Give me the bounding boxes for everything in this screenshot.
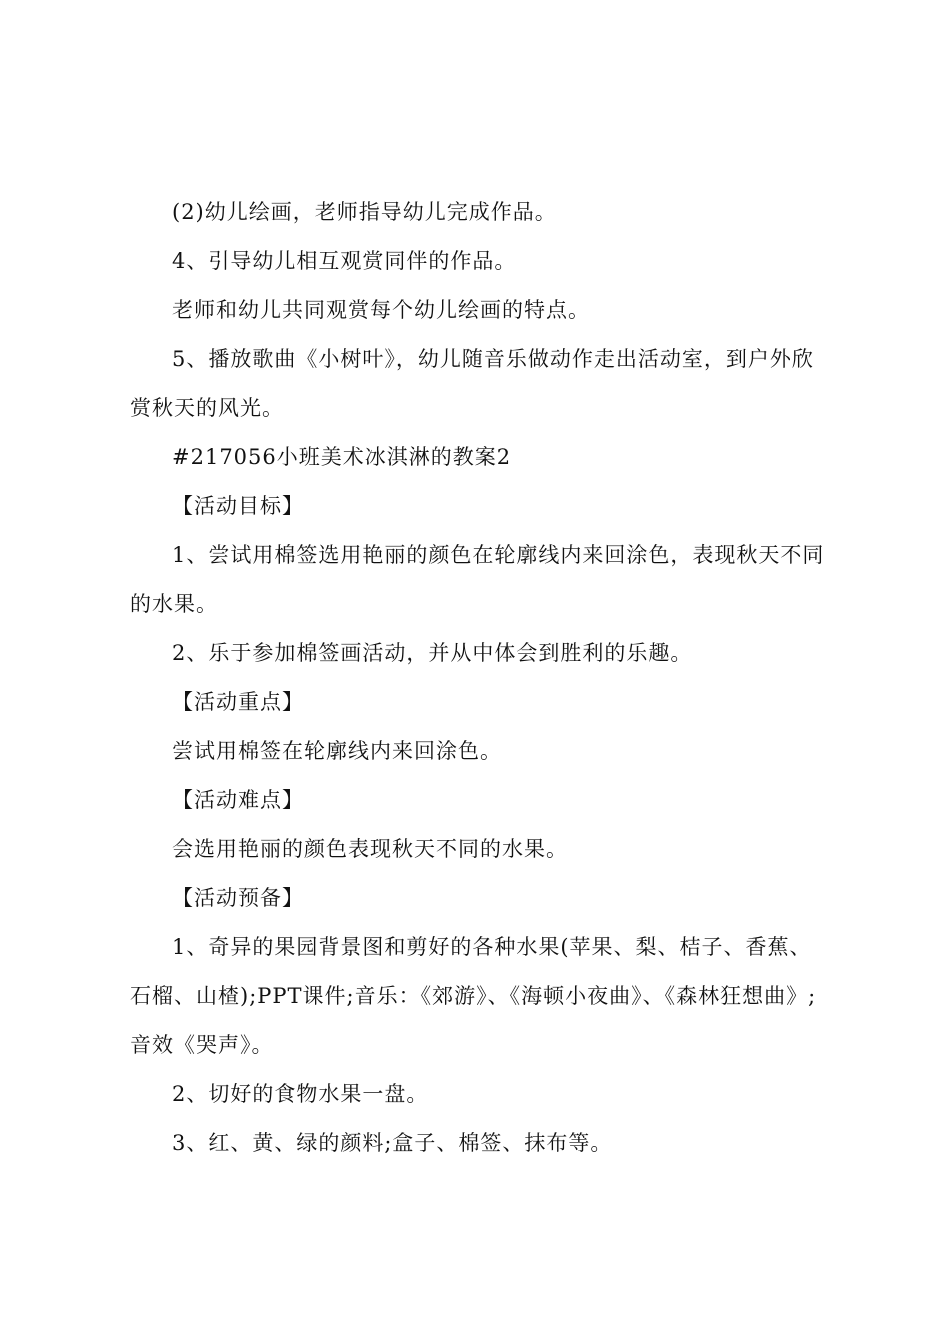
paragraph-appreciate: 老师和幼儿共同观赏每个幼儿绘画的特点。 xyxy=(172,298,590,322)
heading-activity-focus: 【活动重点】 xyxy=(172,690,304,714)
goal-1: 1、尝试用棉签选用艳丽的颜色在轮廓线内来回涂色，表现秋天不同的水果。 xyxy=(130,543,825,616)
section-title: #217056小班美术冰淇淋的教案2 xyxy=(172,445,512,469)
goal-2: 2、乐于参加棉签画活动，并从中体会到胜利的乐趣。 xyxy=(172,641,693,665)
difficulty-text: 会选用艳丽的颜色表现秋天不同的水果。 xyxy=(172,837,568,861)
paragraph-drawing-guidance: (2)幼儿绘画，老师指导幼儿完成作品。 xyxy=(172,200,557,224)
paragraph-step-4: 4、引导幼儿相互观赏同伴的作品。 xyxy=(172,249,517,273)
focus-text: 尝试用棉签在轮廓线内来回涂色。 xyxy=(172,739,502,763)
heading-activity-difficulty: 【活动难点】 xyxy=(172,788,304,812)
heading-activity-goals: 【活动目标】 xyxy=(172,494,304,518)
preparation-1: 1、奇异的果园背景图和剪好的各种水果(苹果、梨、桔子、香蕉、石榴、山楂);PPT课件;音乐：《郊游》、《海顿小夜曲》、《森林狂想曲》;音效《哭声》。 xyxy=(130,935,817,1057)
preparation-2: 2、切好的食物水果一盘。 xyxy=(172,1082,429,1106)
paragraph-step-5: 5、播放歌曲《小树叶》，幼儿随音乐做动作走出活动室，到户外欣赏秋天的风光。 xyxy=(130,347,814,420)
heading-activity-preparation: 【活动预备】 xyxy=(172,886,304,910)
document-body xyxy=(130,188,832,1168)
preparation-3: 3、红、黄、绿的颜料;盒子、棉签、抹布等。 xyxy=(172,1131,613,1155)
